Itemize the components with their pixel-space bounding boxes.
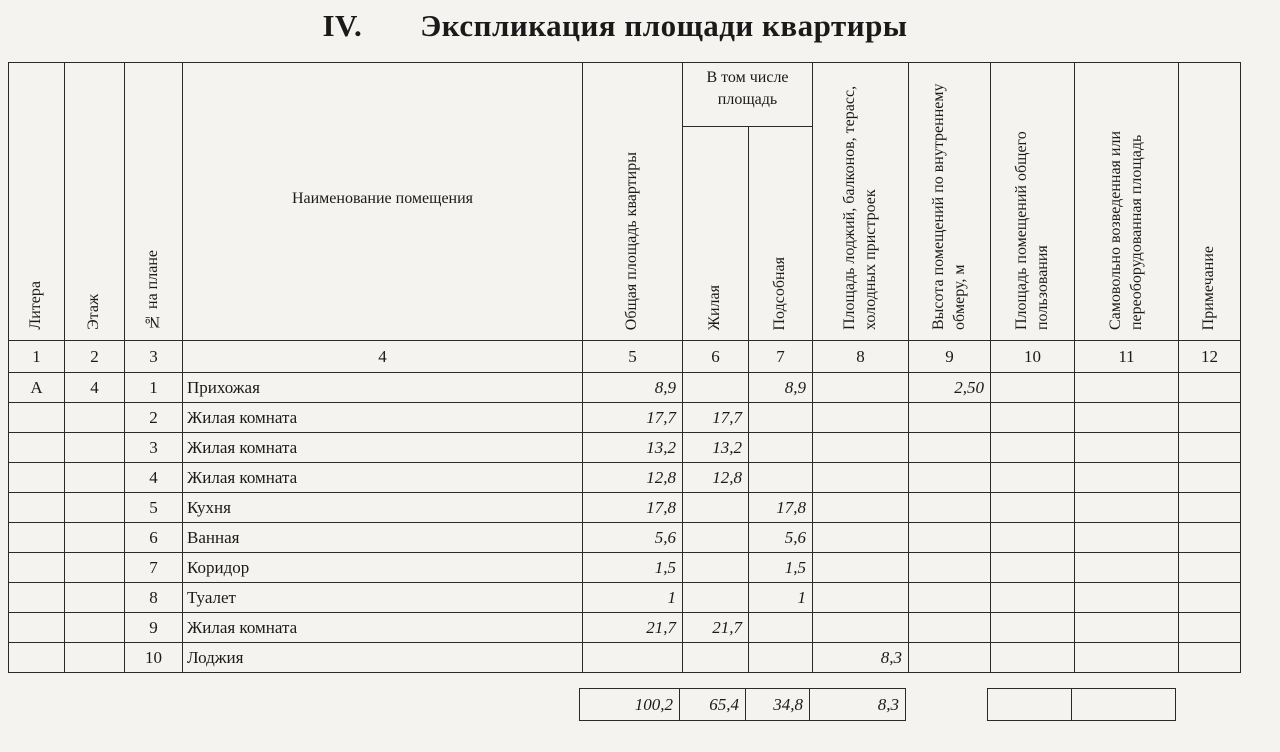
cell-common-area (991, 463, 1075, 493)
cell-litera (9, 553, 65, 583)
cell-floor (65, 523, 125, 553)
cell-plan-number: 9 (125, 613, 183, 643)
cell-room-name: Кухня (183, 493, 583, 523)
cell-litera (9, 403, 65, 433)
header-unauthorized: Самовольно возведенная или переоборудованная площадь (1075, 63, 1179, 341)
header-row (9, 63, 1241, 127)
cell-unauthorized (1075, 463, 1179, 493)
cell-room-name: Жилая комната (183, 463, 583, 493)
cell-floor: 4 (65, 373, 125, 403)
cell-floor (65, 643, 125, 673)
header-plan-number: № на плане (125, 63, 183, 341)
cell-height (909, 583, 991, 613)
table-row (9, 583, 1241, 613)
cell-room-name: Лоджия (183, 643, 583, 673)
cell-room-name: Ванная (183, 523, 583, 553)
cell-living-area (683, 553, 749, 583)
cell-unauthorized (1075, 373, 1179, 403)
living-area-sum: 65,4 (680, 689, 746, 721)
cell-floor (65, 613, 125, 643)
cell-height (909, 613, 991, 643)
table-row (9, 523, 1241, 553)
header-height: Высота помещений по внутреннему обмеру, м (909, 63, 991, 341)
section-numeral: IV. (322, 8, 363, 43)
header-note: Примечание (1179, 63, 1241, 341)
column-number: 5 (583, 341, 683, 373)
table-row (9, 433, 1241, 463)
cell-litera: А (9, 373, 65, 403)
explication-table (8, 62, 1241, 673)
cell-auxiliary-area (749, 403, 813, 433)
cell-unauthorized (1075, 583, 1179, 613)
cell-common-area (991, 643, 1075, 673)
common-area-sum (988, 689, 1072, 721)
header-floor: Этаж (65, 63, 125, 341)
section-title: Экспликация площади квартиры (420, 8, 908, 43)
column-number: 12 (1179, 341, 1241, 373)
column-number: 9 (909, 341, 991, 373)
cell-floor (65, 493, 125, 523)
cell-floor (65, 463, 125, 493)
cell-litera (9, 523, 65, 553)
cell-room-name: Жилая комната (183, 403, 583, 433)
room-rows (9, 373, 1241, 673)
cell-height (909, 523, 991, 553)
header-living: Жилая (683, 127, 749, 341)
cell-loggia-area (813, 463, 909, 493)
cell-total-area: 1 (583, 583, 683, 613)
column-number: 6 (683, 341, 749, 373)
cell-common-area (991, 403, 1075, 433)
cell-plan-number: 2 (125, 403, 183, 433)
column-number: 10 (991, 341, 1075, 373)
header-common-area: Площадь помещений общего пользования (991, 63, 1075, 341)
cell-loggia-area (813, 373, 909, 403)
cell-height (909, 643, 991, 673)
cell-room-name: Прихожая (183, 373, 583, 403)
cell-total-area: 12,8 (583, 463, 683, 493)
cell-loggia-area (813, 523, 909, 553)
column-number: 8 (813, 341, 909, 373)
cell-auxiliary-area (749, 463, 813, 493)
totals-row (579, 688, 1176, 721)
cell-note (1179, 553, 1241, 583)
cell-auxiliary-area (749, 643, 813, 673)
cell-unauthorized (1075, 643, 1179, 673)
cell-room-name: Жилая комната (183, 433, 583, 463)
cell-living-area: 12,8 (683, 463, 749, 493)
cell-note (1179, 433, 1241, 463)
cell-unauthorized (1075, 403, 1179, 433)
cell-unauthorized (1075, 553, 1179, 583)
header-including: В том числе площадь (683, 63, 813, 127)
column-number: 4 (183, 341, 583, 373)
cell-height (909, 463, 991, 493)
cell-living-area (683, 583, 749, 613)
document-title (0, 8, 1230, 44)
cell-height (909, 553, 991, 583)
cell-living-area: 13,2 (683, 433, 749, 463)
cell-plan-number: 1 (125, 373, 183, 403)
cell-loggia-area (813, 493, 909, 523)
cell-common-area (991, 583, 1075, 613)
cell-unauthorized (1075, 613, 1179, 643)
table-row (9, 613, 1241, 643)
cell-auxiliary-area: 8,9 (749, 373, 813, 403)
cell-room-name: Туалет (183, 583, 583, 613)
cell-common-area (991, 613, 1075, 643)
cell-litera (9, 433, 65, 463)
table-row (9, 493, 1241, 523)
column-number: 7 (749, 341, 813, 373)
cell-litera (9, 613, 65, 643)
table-row (9, 553, 1241, 583)
cell-auxiliary-area: 17,8 (749, 493, 813, 523)
cell-total-area (583, 643, 683, 673)
cell-living-area: 17,7 (683, 403, 749, 433)
cell-plan-number: 4 (125, 463, 183, 493)
cell-plan-number: 8 (125, 583, 183, 613)
cell-litera (9, 643, 65, 673)
cell-floor (65, 583, 125, 613)
cell-auxiliary-area: 1,5 (749, 553, 813, 583)
cell-loggia-area (813, 553, 909, 583)
cell-living-area (683, 493, 749, 523)
cell-floor (65, 433, 125, 463)
cell-unauthorized (1075, 433, 1179, 463)
cell-total-area: 1,5 (583, 553, 683, 583)
cell-loggia-area (813, 583, 909, 613)
header-loggia-area: Площадь лоджий, балконов, терасс, холодных пристроек (813, 63, 909, 341)
cell-note (1179, 523, 1241, 553)
loggia-area-sum: 8,3 (810, 689, 906, 721)
column-number: 3 (125, 341, 183, 373)
cell-common-area (991, 373, 1075, 403)
cell-litera (9, 463, 65, 493)
cell-height: 2,50 (909, 373, 991, 403)
cell-auxiliary-area (749, 433, 813, 463)
cell-auxiliary-area: 5,6 (749, 523, 813, 553)
cell-litera (9, 583, 65, 613)
cell-plan-number: 6 (125, 523, 183, 553)
auxiliary-area-sum: 34,8 (746, 689, 810, 721)
cell-note (1179, 373, 1241, 403)
cell-height (909, 433, 991, 463)
cell-living-area (683, 373, 749, 403)
cell-auxiliary-area (749, 613, 813, 643)
cell-note (1179, 403, 1241, 433)
cell-living-area: 21,7 (683, 613, 749, 643)
totals-gap (906, 689, 988, 721)
cell-height (909, 403, 991, 433)
table-row (9, 643, 1241, 673)
table-row (9, 373, 1241, 403)
table-row (9, 403, 1241, 433)
cell-room-name: Коридор (183, 553, 583, 583)
cell-unauthorized (1075, 523, 1179, 553)
cell-common-area (991, 493, 1075, 523)
cell-total-area: 5,6 (583, 523, 683, 553)
column-number: 1 (9, 341, 65, 373)
header-litera: Литера (9, 63, 65, 341)
cell-note (1179, 643, 1241, 673)
cell-loggia-area (813, 613, 909, 643)
cell-litera (9, 493, 65, 523)
cell-height (909, 493, 991, 523)
cell-loggia-area: 8,3 (813, 643, 909, 673)
header-room-name: Наименование помещения (183, 63, 583, 341)
cell-plan-number: 3 (125, 433, 183, 463)
cell-total-area: 13,2 (583, 433, 683, 463)
cell-total-area: 17,7 (583, 403, 683, 433)
column-number: 2 (65, 341, 125, 373)
cell-living-area (683, 643, 749, 673)
cell-plan-number: 7 (125, 553, 183, 583)
cell-living-area (683, 523, 749, 553)
cell-unauthorized (1075, 493, 1179, 523)
cell-floor (65, 403, 125, 433)
header-total-area: Общая площадь квартиры (583, 63, 683, 341)
cell-loggia-area (813, 403, 909, 433)
cell-note (1179, 463, 1241, 493)
cell-total-area: 8,9 (583, 373, 683, 403)
header-auxiliary: Подсобная (749, 127, 813, 341)
cell-room-name: Жилая комната (183, 613, 583, 643)
table-row (9, 463, 1241, 493)
cell-floor (65, 553, 125, 583)
cell-loggia-area (813, 433, 909, 463)
column-numbers-row (9, 341, 1241, 373)
cell-total-area: 21,7 (583, 613, 683, 643)
cell-note (1179, 493, 1241, 523)
cell-total-area: 17,8 (583, 493, 683, 523)
cell-common-area (991, 523, 1075, 553)
unauthorized-area-sum (1072, 689, 1176, 721)
column-number: 11 (1075, 341, 1179, 373)
cell-common-area (991, 433, 1075, 463)
cell-note (1179, 583, 1241, 613)
cell-common-area (991, 553, 1075, 583)
cell-plan-number: 5 (125, 493, 183, 523)
cell-auxiliary-area: 1 (749, 583, 813, 613)
cell-plan-number: 10 (125, 643, 183, 673)
cell-note (1179, 613, 1241, 643)
total-area-sum: 100,2 (580, 689, 680, 721)
